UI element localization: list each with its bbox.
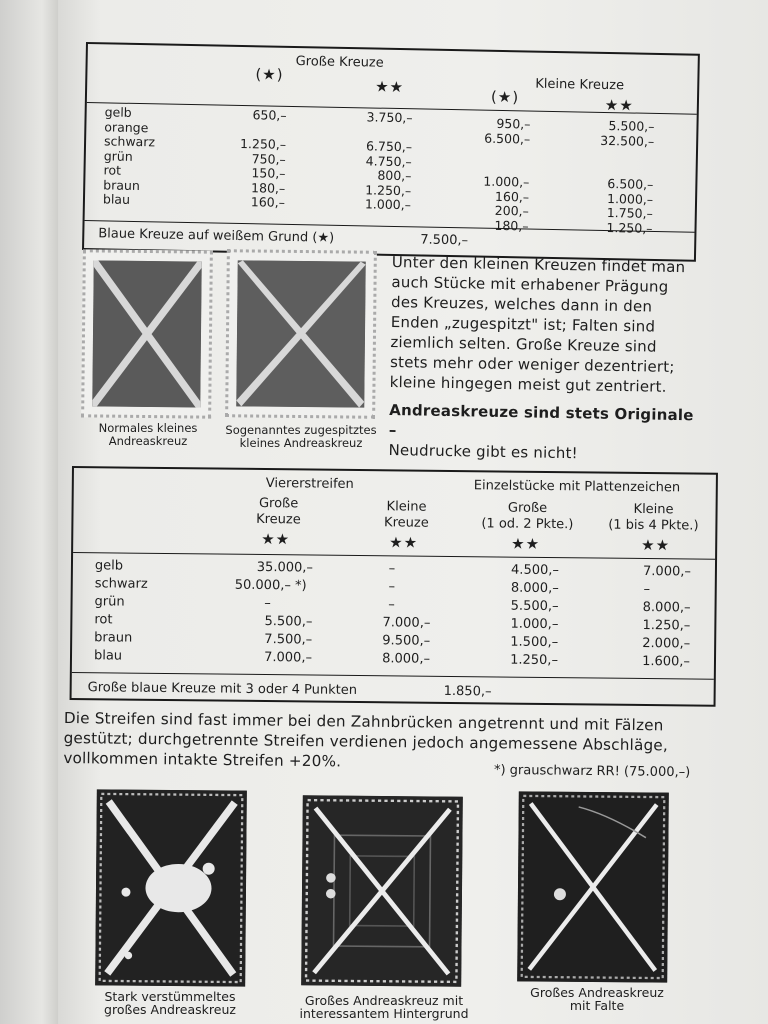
bold-note-line: Neudrucke gibt es nicht! (388, 440, 579, 463)
col-header-kleine-kreuze (361, 499, 451, 532)
price-cell: 32.500,– (600, 132, 655, 149)
price-table-top (82, 42, 700, 262)
price-table-strips (70, 466, 718, 707)
price-cell: – (264, 596, 271, 612)
table-strips-footer-label: Große blaue Kreuze mit 3 oder 4 Punkten (87, 680, 358, 698)
price-cell (442, 158, 530, 160)
cross-image (517, 791, 669, 982)
price-cell: 800,– (377, 167, 412, 184)
row-color-label: rot (103, 162, 122, 178)
price-cell: – (643, 581, 651, 598)
star-single-grosse: (★) (255, 65, 284, 84)
text-line: Enden „zugespitzt" ist; Falten sind (390, 312, 656, 336)
caption-cross-with-fold (512, 986, 682, 1012)
col-header-kleine-pkte (593, 501, 713, 534)
row-color-label: gelb (104, 104, 132, 120)
cross-image (95, 789, 247, 986)
row-color-label: schwarz (103, 133, 156, 150)
row-color-label: blau (93, 648, 123, 664)
stamp-pointed-small-cross (225, 249, 377, 419)
price-cell: 1.250,– (606, 219, 653, 236)
row-color-label: rot (94, 612, 113, 628)
price-cell: 6.750,– (365, 138, 413, 155)
table-strips-divider-bottom (72, 672, 714, 680)
price-cell: 4.500,– (510, 562, 560, 579)
footnote-grauschwarz: *) grauschwarz RR! (75.000,–) (493, 762, 691, 781)
photo-cross-with-fold (517, 791, 669, 982)
text-line: des Kreuzes, welches dann in den (390, 292, 653, 316)
text-line: vollkommen intakte Streifen +20%. (63, 748, 342, 771)
price-cell: 7.000,– (382, 615, 431, 631)
price-cell: 1.750,– (606, 205, 653, 221)
cross-image (236, 260, 366, 407)
price-cell: 7.000,– (642, 563, 692, 580)
price-cell: 1.250,– (239, 135, 287, 152)
col-header-text: Kleine Kreuze (384, 499, 429, 531)
caption-text: Großes Andreaskreuz mit Falte (530, 985, 664, 1013)
text-line: Die Streifen sind fast immer bei den Zahnbrücken angetrennt und mit Fälzen (63, 708, 664, 735)
text-line: auch Stücke mit erhabener Prägung (391, 272, 669, 296)
price-cell: 35.000,– (256, 559, 314, 576)
table-top-footer-label: Blaue Kreuze auf weißem Grund (★) (98, 226, 335, 246)
price-cell: 5.500,– (510, 598, 559, 615)
table-strips-footer-value: 1.850,– (443, 683, 492, 700)
caption-text: Großes Andreaskreuz mit interessantem Hintergrund (299, 993, 469, 1021)
price-cell: 6.500,– (484, 130, 531, 147)
text-line: kleine hingegen meist gut zentriert. (389, 372, 667, 396)
price-cell: 5.500,– (608, 118, 655, 134)
row-color-label: braun (103, 176, 141, 193)
cross-image (301, 795, 463, 986)
star-double-grosse: ★★ (375, 77, 405, 97)
photo-mutilated-cross (95, 789, 247, 986)
price-cell: 7.000,– (264, 650, 313, 666)
price-cell: 5.500,– (264, 614, 313, 630)
caption-text: Stark verstümmeltes großes Andreaskreuz (104, 989, 236, 1017)
caption-interesting-background (284, 994, 484, 1020)
col-header-grosse-pkte (467, 500, 587, 533)
price-cell: 160,– (250, 194, 286, 210)
price-cell: 50.000,– *) (234, 577, 307, 594)
row-color-label: grün (103, 147, 133, 164)
caption-text: Sogenanntes zugespitztes kleines Andreaskreuz (225, 423, 377, 450)
price-cell: – (388, 561, 396, 577)
row-color-label: grün (94, 594, 125, 610)
price-cell: 200,– (494, 202, 529, 219)
col-header-text: Große (1 od. 2 Pkte.) (481, 500, 574, 533)
col-header-grosse-kreuze (233, 496, 323, 529)
star-single-kleine: (★) (490, 87, 520, 107)
price-cell: 6.500,– (607, 176, 654, 192)
price-cell: 3.750,– (366, 109, 413, 126)
price-cell: 1.000,– (510, 616, 559, 633)
price-cell: 8.000,– (510, 580, 559, 597)
star-double-col4: ★★ (641, 535, 671, 555)
row-color-label: gelb (94, 558, 124, 574)
caption-normal-small-cross (84, 422, 212, 448)
cross-image (92, 260, 202, 407)
price-cell: 1.000,– (606, 190, 654, 207)
price-cell: 1.600,– (642, 653, 691, 670)
price-cell: 2.000,– (642, 635, 691, 652)
col-header-text: Große Kreuze (256, 495, 301, 528)
header-viererstreifen: Viererstreifen (265, 476, 354, 492)
price-cell: 750,– (251, 150, 286, 167)
bold-note-line: Andreaskreuze sind stets Originale – (388, 400, 694, 440)
price-cell: 950,– (496, 115, 531, 132)
header-grosse-kreuze: Große Kreuze (295, 54, 384, 71)
caption-mutilated-cross (80, 990, 260, 1016)
price-cell (556, 161, 654, 163)
header-kleine-kreuze: Kleine Kreuze (535, 76, 625, 94)
stamp-normal-small-cross (81, 249, 213, 418)
caption-pointed-small-cross (212, 424, 390, 450)
price-cell: 4.750,– (365, 152, 412, 169)
text-line: Unter den kleinen Kreuzen findet man (391, 252, 686, 277)
price-cell: 9.500,– (382, 633, 431, 649)
price-cell: 150,– (251, 165, 286, 181)
star-double-col1: ★★ (261, 529, 291, 549)
price-cell: 1.500,– (510, 634, 559, 651)
row-color-label: blau (102, 191, 131, 207)
price-cell: 180,– (494, 217, 529, 234)
star-double-col3: ★★ (511, 534, 541, 553)
price-cell: – (388, 597, 395, 613)
star-double-col2: ★★ (389, 533, 419, 552)
text-line: ziemlich selten. Große Kreuze sind (390, 332, 657, 356)
col-header-text: Kleine (1 bis 4 Pkte.) (608, 501, 699, 534)
row-color-label: orange (104, 118, 149, 135)
price-cell: 180,– (251, 179, 286, 196)
price-cell: 1.250,– (365, 181, 412, 198)
text-line: stets mehr oder weniger dezentriert; (389, 352, 675, 376)
price-cell: 8.000,– (642, 599, 691, 616)
row-color-label: braun (94, 630, 133, 646)
text-line: gestützt; durchgetrennte Streifen verdienen jedoch angemessene Abschläge, (63, 728, 669, 755)
star-double-kleine: ★★ (604, 95, 634, 115)
price-cell: – (388, 579, 396, 595)
price-cell: 8.000,– (382, 651, 431, 667)
price-cell: 1.000,– (483, 173, 530, 190)
price-cell: 1.000,– (364, 196, 412, 213)
price-cell: 1.250,– (642, 617, 691, 634)
table-top-footer-value: 7.500,– (420, 232, 469, 249)
price-cell: 650,– (252, 107, 287, 123)
price-cell: 7.500,– (264, 632, 313, 648)
caption-text: Normales kleines Andreaskreuz (98, 421, 198, 448)
price-cell: 1.250,– (510, 652, 559, 669)
description-paragraph (388, 252, 708, 465)
price-cell: 160,– (494, 188, 530, 205)
photo-interesting-background (301, 795, 463, 986)
row-color-label: schwarz (94, 576, 148, 592)
header-einzelstuecke: Einzelstücke mit Plattenzeichen (473, 478, 681, 496)
